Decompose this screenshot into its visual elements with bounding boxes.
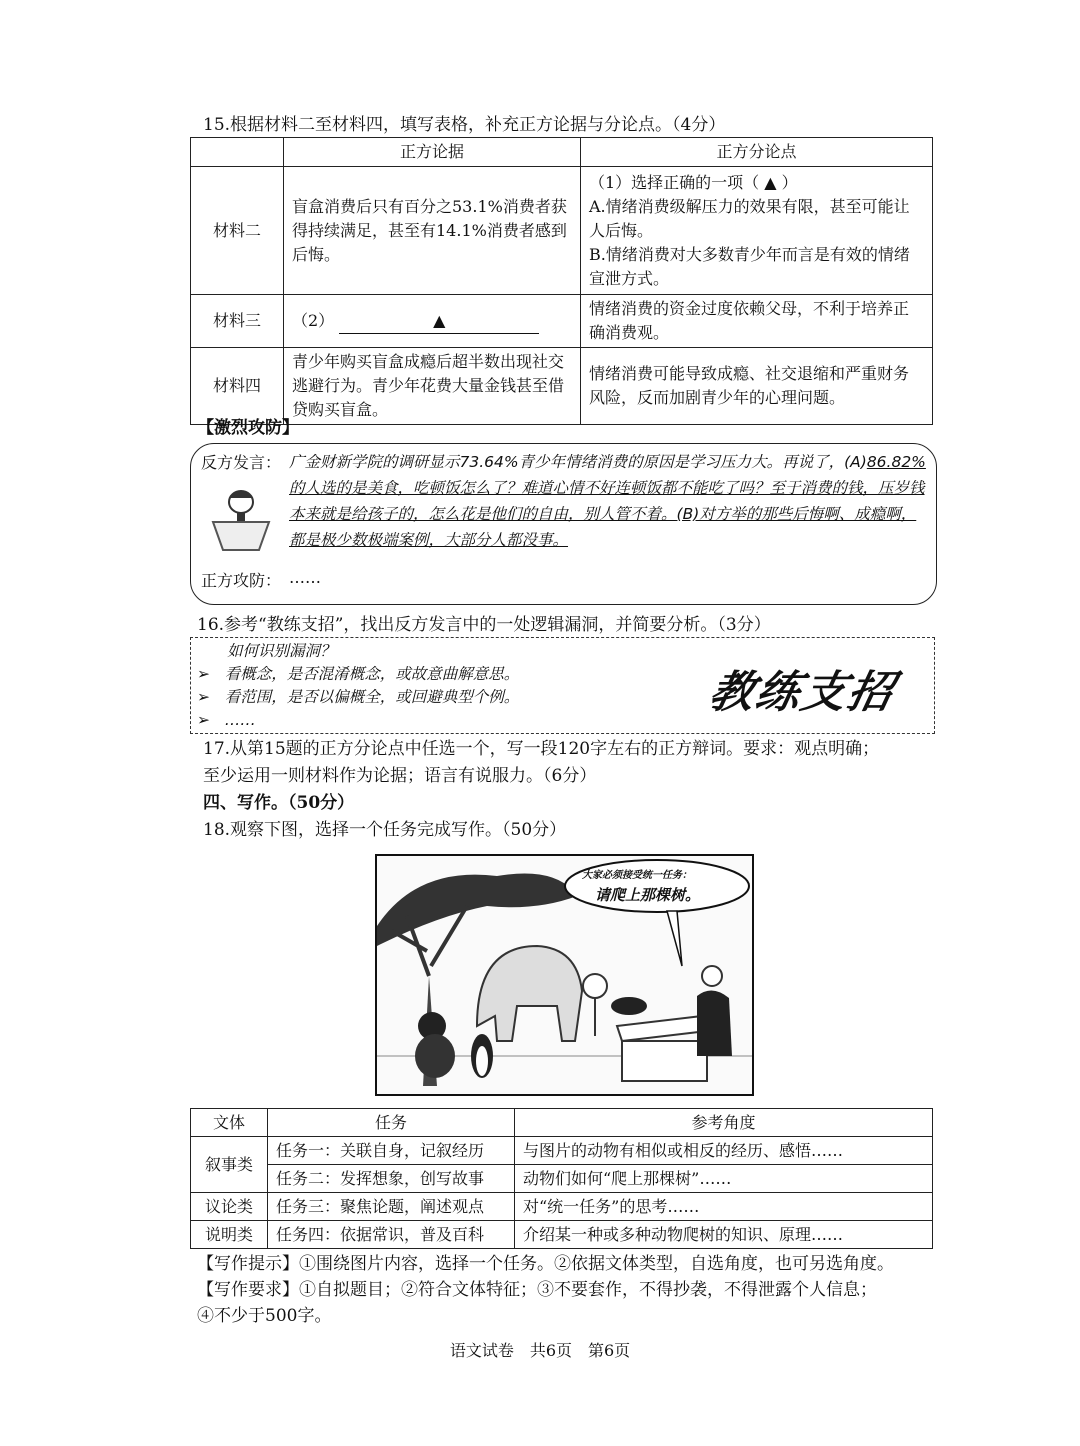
q18-genre-expository: 说明类 xyxy=(191,1221,268,1249)
q15-evidence-2: 盲盒消费后只有百分之53.1%消费者获得持续满足，甚至有14.1%消费者感到后悔。 xyxy=(284,167,581,295)
pro-label: 正方攻防： xyxy=(201,571,282,590)
q15-header-evidence: 正方论据 xyxy=(284,138,581,167)
q18-task-1: 任务一：关联自身，记叙经历 xyxy=(268,1137,515,1165)
q15-point-2 xyxy=(581,167,933,295)
coach-title: 如何识别漏洞？ xyxy=(227,642,336,660)
q18-task-4: 任务四：依据常识，普及百科 xyxy=(268,1221,515,1249)
q16-prompt: 16.参考“教练支招”，找出反方发言中的一处逻辑漏洞，并简要分析。（3分） xyxy=(197,615,771,635)
cartoon-caption-big: 请爬上那棵树。 xyxy=(595,886,701,904)
q15-point-3: 情绪消费的资金过度依赖父母，不利于培养正确消费观。 xyxy=(581,295,933,348)
q15-option-a: A.情绪消费级解压力的效果有限，甚至可能让人后悔。 xyxy=(589,196,910,240)
q18-header-task: 任务 xyxy=(268,1109,515,1137)
q18-angle-2: 动物们如何“爬上那棵树”…… xyxy=(515,1165,933,1193)
speaker-figure-icon xyxy=(207,484,277,556)
q15-answer-blank[interactable] xyxy=(339,309,539,334)
q18-task-2: 任务二：发挥想象，创写故事 xyxy=(268,1165,515,1193)
q15-material-2: 材料二 xyxy=(191,167,284,295)
q17-line2: 至少运用一则材料作为论据；语言有说服力。（6分） xyxy=(203,766,597,786)
q18-header-genre: 文体 xyxy=(191,1109,268,1137)
pro-speech: …… xyxy=(289,568,321,587)
q15-choice-question: （1）选择正确的一项（ ▲ ） xyxy=(589,172,798,192)
q18-angle-1: 与图片的动物有相似或相反的经历、感悟…… xyxy=(515,1137,933,1165)
tip-3-text: …… xyxy=(224,711,256,729)
tip-2-text: 看范围，是否以偏概全，或回避典型个例。 xyxy=(224,688,520,706)
con-speech-part-a: 86.82%的人选的是美食，吃顿饭怎么了？难道心情不好连顿饭都不能吃了吗？至于消费的钱，压岁钱本来就是给孩子的，怎么花是他们的自由，别人管不着。 xyxy=(289,453,926,523)
debate-bubble xyxy=(190,443,937,605)
q18-genre-narrative: 叙事类 xyxy=(191,1137,268,1193)
q15-evidence-4: 青少年购买盲盒成瘾后超半数出现社交逃避行为。青少年花费大量金钱甚至借贷购买盲盒。 xyxy=(284,348,581,425)
con-speech-part-b: (B)对方举的那些后悔啊、成瘾啊，都是极少数极端案例，大部分人都没事。 xyxy=(289,505,917,549)
q18-prompt: 18.观察下图，选择一个任务完成写作。（50分） xyxy=(203,820,567,840)
q15-header-blank xyxy=(191,138,284,167)
q15-material-3: 材料三 xyxy=(191,295,284,348)
tip-1 xyxy=(197,663,519,685)
q18-angle-4: 介绍某一种或多种动物爬树的知识、原理…… xyxy=(515,1221,933,1249)
coach-logo: 教练支招 xyxy=(704,667,900,718)
q15-point-4: 情绪消费可能导致成瘾、社交退缩和严重财务风险，反而加剧青少年的心理问题。 xyxy=(581,348,933,425)
q18-angle-3: 对“统一任务”的思考…… xyxy=(515,1193,933,1221)
q18-genre-argument: 议论类 xyxy=(191,1193,268,1221)
bullet-arrow-icon: ➢ xyxy=(197,688,210,706)
q15-option-b: B.情绪消费对大多数青少年而言是有效的情绪宣泄方式。 xyxy=(589,244,910,288)
tip-1-text: 看概念，是否混淆概念，或故意曲解意思。 xyxy=(224,665,520,683)
bullet-arrow-icon: ➢ xyxy=(197,665,210,683)
q15-table xyxy=(190,137,933,425)
q15-blank-label: （2） xyxy=(292,310,335,330)
con-speech-part-1: 广金财新学院的调研显示73.64%青少年情绪消费的原因是学习压力大。再说了，(A) xyxy=(289,453,867,471)
q18-requirements-1: 【写作要求】①自拟题目；②符合文体特征；③不要套作，不得抄袭，不得泄露个人信息； xyxy=(197,1280,877,1300)
bullet-arrow-icon: ➢ xyxy=(197,711,210,729)
q15-material-4: 材料四 xyxy=(191,348,284,425)
con-label: 反方发言： xyxy=(201,453,282,472)
q18-table xyxy=(190,1108,933,1249)
cartoon-caption-small: 大家必须接受统一任务： xyxy=(582,870,692,881)
q18-task-3: 任务三：聚焦论题，阐述观点 xyxy=(268,1193,515,1221)
q15-header-point: 正方分论点 xyxy=(581,138,933,167)
coach-tips-box xyxy=(190,637,935,734)
tip-2 xyxy=(197,686,519,708)
q18-header-angle: 参考角度 xyxy=(515,1109,933,1137)
section4-title: 四、写作。（50分） xyxy=(203,793,355,813)
tip-3 xyxy=(197,709,256,731)
q18-hint: 【写作提示】①围绕图片内容，选择一个任务。②依据文体类型，自选角度，也可另选角度。 xyxy=(197,1254,894,1274)
page-footer: 语文试卷 共6页 第6页 xyxy=(449,1341,631,1360)
q17-line1: 17.从第15题的正方分论点中任选一个，写一段120字左右的正方辩词。要求：观点明确； xyxy=(203,739,880,759)
q15-prompt: 15.根据材料二至材料四，填写表格，补充正方论据与分论点。（4分） xyxy=(203,115,726,135)
q18-requirements-2: ④不少于500字。 xyxy=(197,1306,332,1326)
blank-mark: ▲ xyxy=(433,310,446,330)
q15-evidence-3 xyxy=(284,295,581,348)
cartoon-image xyxy=(375,854,754,1096)
debate-section-title: 【激烈攻防】 xyxy=(197,418,299,438)
con-speech xyxy=(289,449,929,553)
